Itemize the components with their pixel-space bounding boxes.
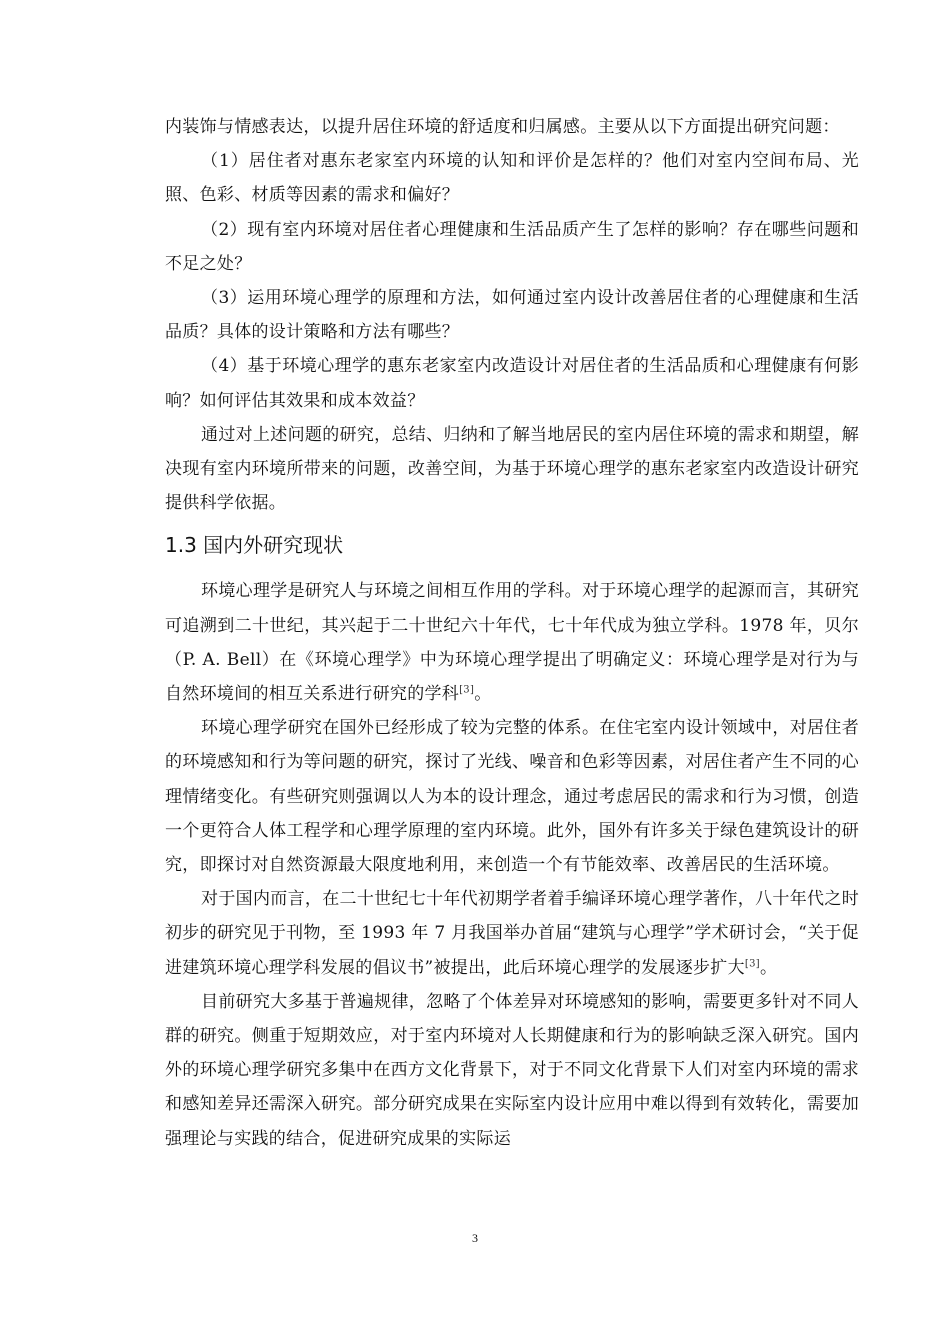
research-summary-paragraph: 通过对上述问题的研究，总结、归纳和了解当地居民的室内居住环境的需求和期望，解决现有室内环境所带来的问题，改善空间，为基于环境心理学的惠东老家室内改造设计研究提供科学依据。 (165, 424, 859, 514)
research-question-4: （4）基于环境心理学的惠东老家室内改造设计对居住者的生活品质和心理健康有何影响？如何评估其效果和成本效益？ (165, 356, 859, 411)
paragraph-continuation: 内装饰与情感表达，以提升居住环境的舒适度和归属感。主要从以下方面提出研究问题： (165, 117, 840, 137)
research-question-2: （2）现有室内环境对居住者心理健康和生活品质产生了怎样的影响？存在哪些问题和不足之处？ (165, 219, 859, 274)
citation-marker: [3] (744, 958, 760, 970)
paragraph-domestic-research (165, 882, 859, 985)
paragraph-foreign-research: 环境心理学研究在国外已经形成了较为完整的体系。在住宅室内设计领域中，对居住者的环境感知和行为等问题的研究，探讨了光线、噪音和色彩等因素，对居住者产生不同的心理情绪变化。有些研究则强调以人为本的设计理念，通过考虑居民的需求和行为习惯，创造一个更符合人体工程学和心理学原理的室内环境。此外，国外有许多关于绿色建筑设计的研究，即探讨对自然资源最大限度地利用，来创造一个有节能效率、改善居民的生活环境。 (165, 718, 859, 876)
body-text (165, 110, 859, 1156)
paragraph-current-limitations: 目前研究大多基于普遍规律，忽略了个体差异对环境感知的影响，需要更多针对不同人群的研究。侧重于短期效应，对于室内环境对人长期健康和行为的影响缺乏深入研究。国内外的环境心理学研究多集中在西方文化背景下，对于不同文化背景下人们对室内环境的需求和感知差异还需深入研究。部分研究成果在实际室内设计应用中难以得到有效转化，需要加强理论与实践的结合，促进研究成果的实际运 (165, 991, 859, 1149)
paragraph-text: 对于国内而言，在二十世纪七十年代初期学者着手编译环境心理学著作，八十年代之时初步的研究见于刊物，至 1993 年 7 月我国举办首届“建筑与心理学”学术研讨会，“关于促进建筑环境心理学科发展的倡议书”被提出，此后环境心理学的发展逐步扩大 (165, 889, 859, 978)
section-heading: 1.3 国内外研究现状 (165, 533, 344, 558)
paragraph-end: 。 (474, 684, 492, 705)
page-number: 3 (472, 1231, 478, 1245)
research-question-3: （3）运用环境心理学的原理和方法，如何通过室内设计改善居住者的心理健康和生活品质？具体的设计策略和方法有哪些？ (165, 288, 859, 343)
paragraph-end: 。 (759, 957, 778, 978)
citation-marker: [3] (459, 684, 475, 696)
paragraph-definition (165, 574, 859, 711)
paragraph-text: 环境心理学是研究人与环境之间相互作用的学科。对于环境心理学的起源而言，其研究可追溯到二十世纪，其兴起于二十世纪六十年代，七十年代成为独立学科。1978 年，贝尔（P. A. Bell）在《环境心理学》中为环境心理学提出了明确定义：环境心理学是对行为与自然环境间的相互关系进行研究的学科 (165, 581, 859, 705)
research-question-1: （1）居住者对惠东老家室内环境的认知和评价是怎样的？他们对室内空间布局、光照、色彩、材质等因素的需求和偏好？ (165, 151, 859, 206)
